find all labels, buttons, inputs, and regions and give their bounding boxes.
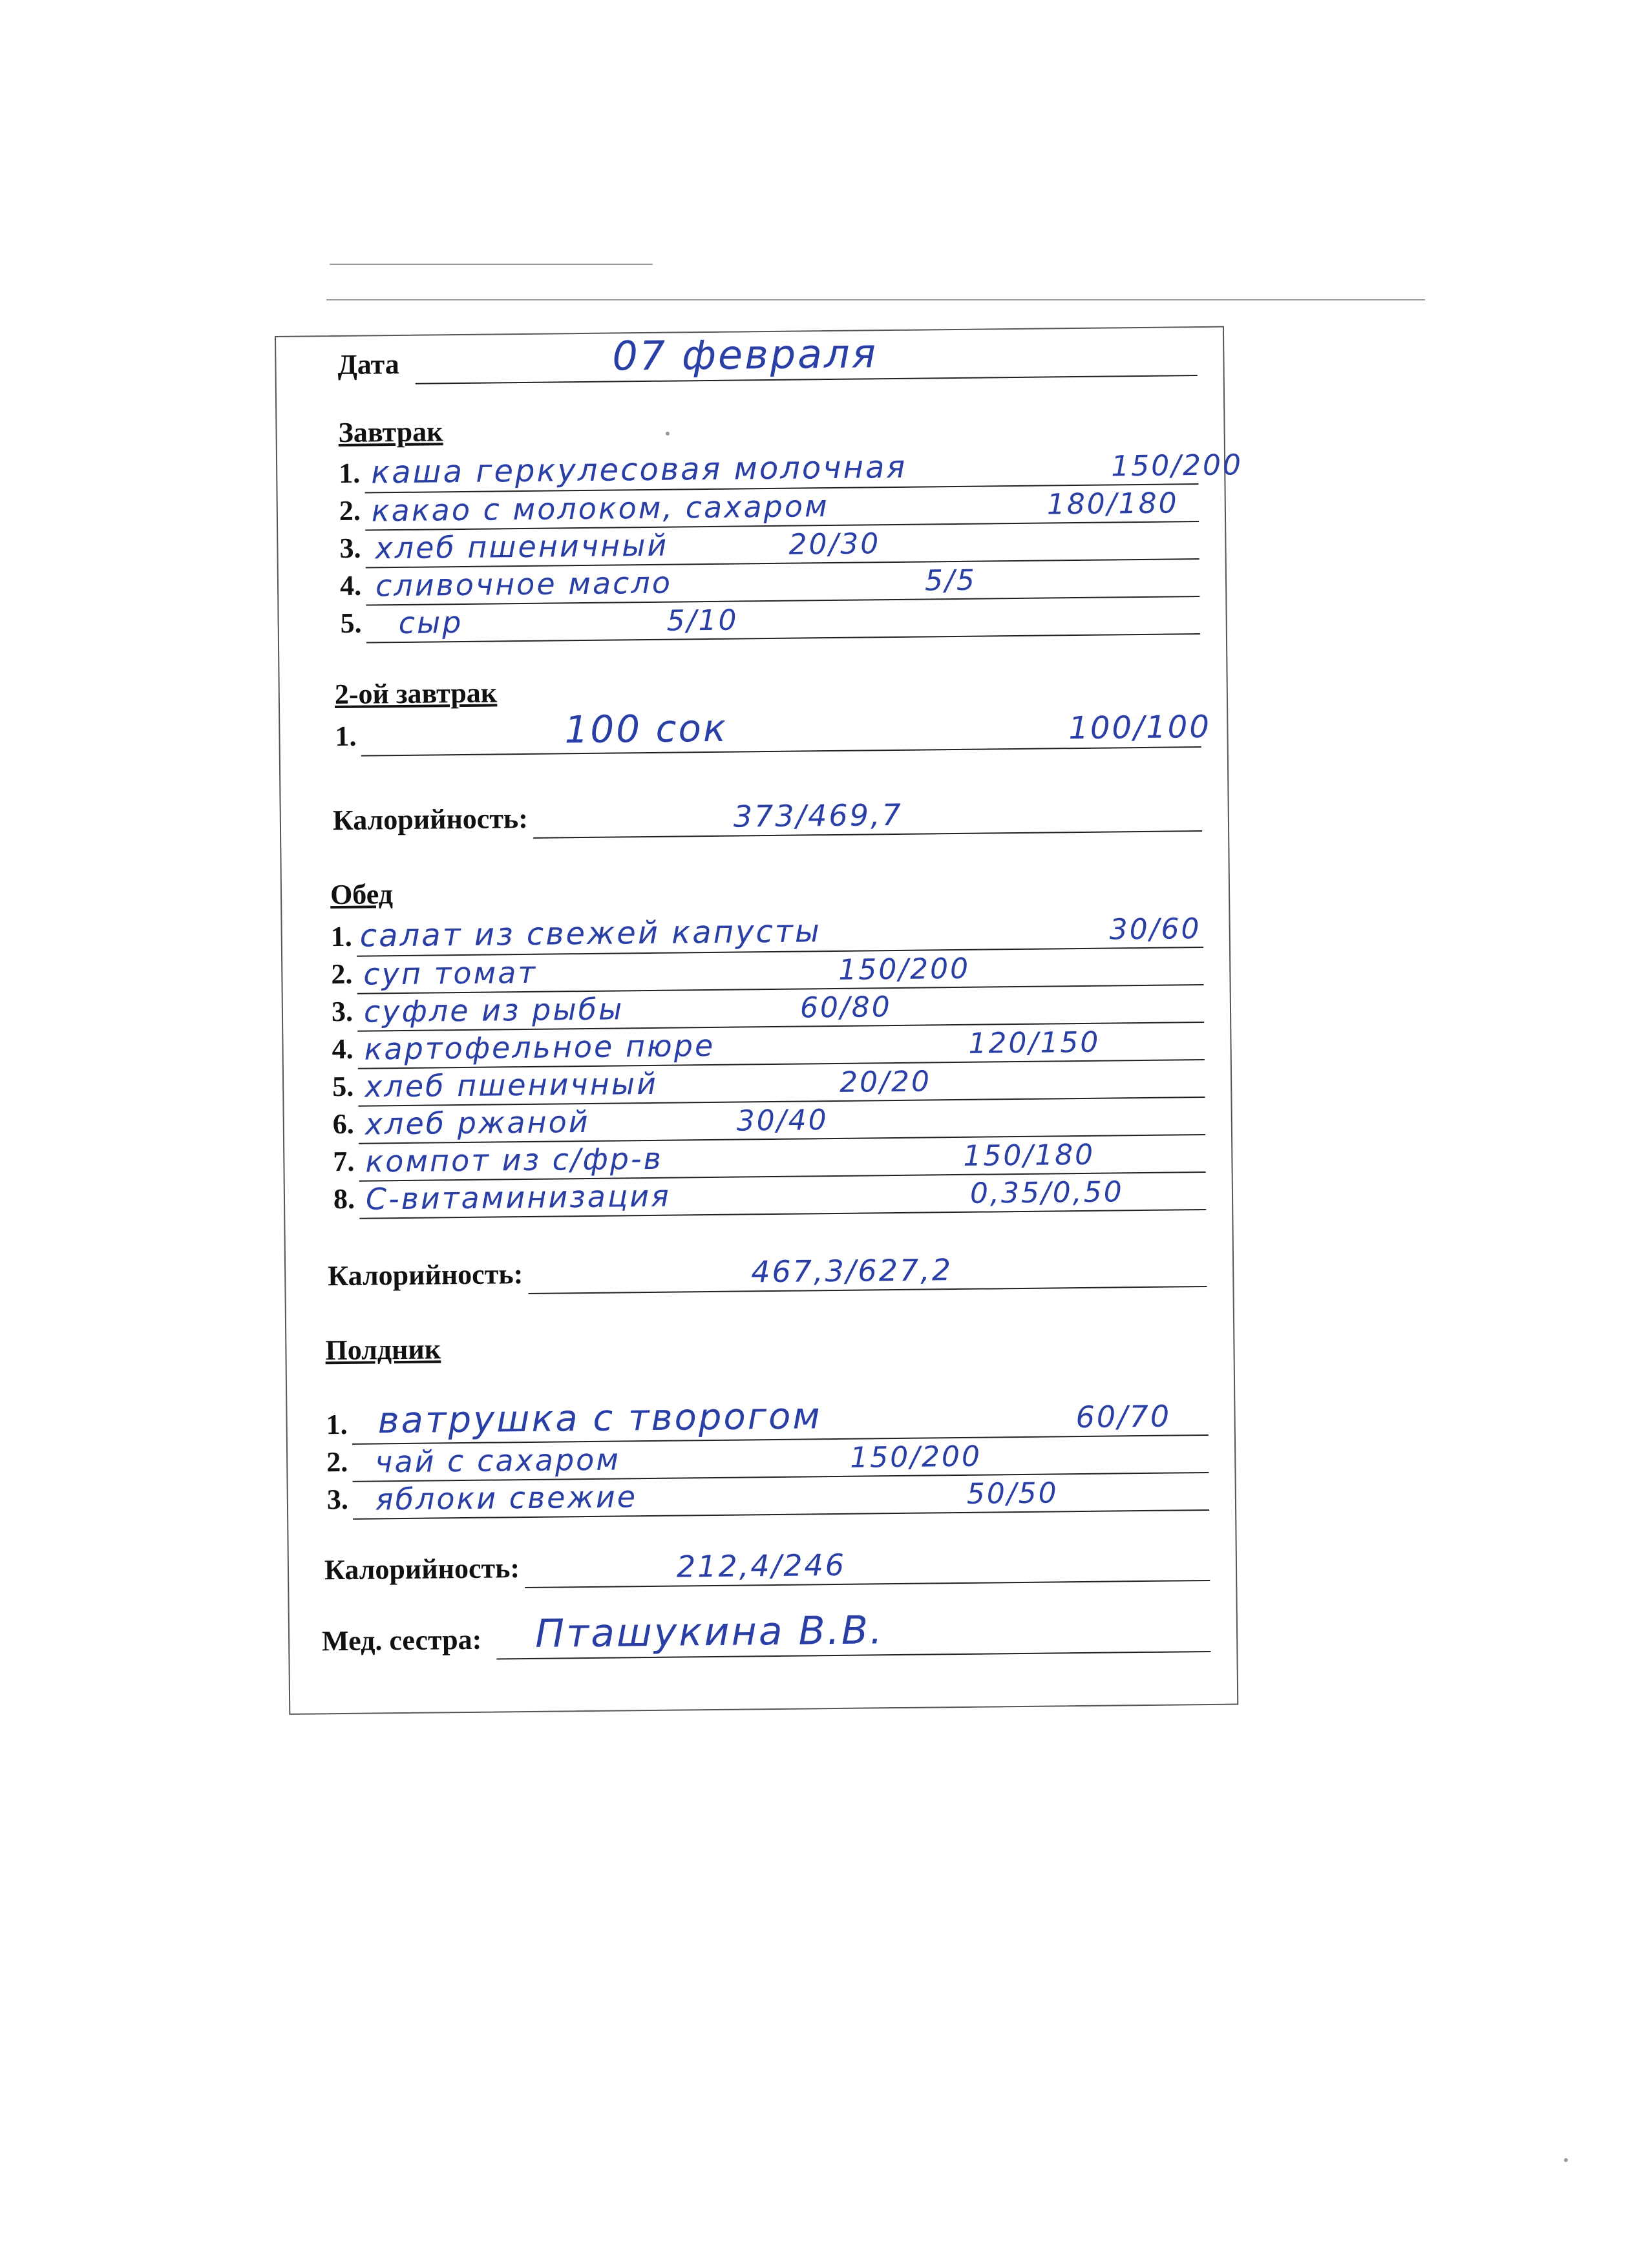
item-number: 1. xyxy=(335,720,357,753)
item-text: хлеб пшеничный xyxy=(375,527,669,566)
second-breakfast-heading: 2-ой завтрак xyxy=(334,677,498,711)
item-portion: 180/180 xyxy=(1046,487,1179,521)
item-text: какао с молоком, сахаром xyxy=(371,488,829,529)
item-portion: 30/60 xyxy=(1109,912,1201,947)
lunch-heading-row xyxy=(282,867,1229,916)
item-number: 2. xyxy=(331,958,353,991)
nurse-signature: Пташукина В.В. xyxy=(534,1608,885,1657)
item-number: 5. xyxy=(340,607,362,639)
item-portion: 120/150 xyxy=(968,1025,1101,1060)
item-text: картофельное пюре xyxy=(364,1027,715,1067)
breakfast-heading-row xyxy=(277,405,1224,454)
item-portion: 150/200 xyxy=(1110,448,1243,483)
item-portion: 150/200 xyxy=(838,952,971,987)
calories-row xyxy=(289,1542,1236,1591)
calories-value: 373/469,7 xyxy=(733,797,903,834)
item-portion: 150/180 xyxy=(963,1138,1095,1173)
calories-row xyxy=(281,793,1229,841)
item-text: компот из с/фр-в xyxy=(365,1140,663,1179)
item-portion: 5/10 xyxy=(666,604,739,638)
item-text: хлеб ржаной xyxy=(364,1104,590,1142)
item-line xyxy=(366,633,1200,644)
item-number: 1. xyxy=(326,1408,348,1441)
item-number: 3. xyxy=(339,532,361,564)
nurse-row xyxy=(290,1608,1237,1662)
item-text: яблоки свежие xyxy=(375,1479,638,1517)
item-text: сыр xyxy=(398,604,463,641)
item-number: 1. xyxy=(330,920,352,953)
item-portion: 30/40 xyxy=(736,1104,829,1138)
item-text: 100 сок xyxy=(564,706,728,752)
item-portion: 60/70 xyxy=(1075,1398,1172,1435)
item-number: 6. xyxy=(332,1108,355,1140)
calories-label: Калорийность: xyxy=(332,802,529,837)
snack-heading: Полдник xyxy=(325,1333,441,1367)
item-text: хлеб пшеничный xyxy=(364,1066,659,1104)
item-text: чай с сахаром xyxy=(374,1442,621,1480)
item-number: 3. xyxy=(326,1483,349,1516)
item-number: 8. xyxy=(333,1182,355,1215)
item-portion: 5/5 xyxy=(924,563,977,598)
item-text: салат из свежей капусты xyxy=(359,913,821,954)
item-number: 4. xyxy=(339,569,362,602)
calories-label: Калорийность: xyxy=(324,1552,520,1586)
scan-speck xyxy=(666,432,670,436)
item-text: суп томат xyxy=(363,954,538,992)
calories-value: 467,3/627,2 xyxy=(750,1252,953,1290)
calories-row xyxy=(286,1248,1233,1297)
menu-form-card xyxy=(275,326,1243,1715)
item-text: каша геркулесовая молочная xyxy=(370,448,907,491)
item-text: сливочное масло xyxy=(375,565,673,604)
item-number: 3. xyxy=(331,995,354,1028)
item-number: 1. xyxy=(338,457,361,489)
calories-label: Калорийность: xyxy=(327,1258,523,1292)
second-breakfast-heading-row xyxy=(280,667,1227,715)
item-portion: 0,35/0,50 xyxy=(969,1175,1124,1210)
item-portion: 60/80 xyxy=(799,991,893,1025)
item-portion: 100/100 xyxy=(1068,708,1212,747)
item-portion: 50/50 xyxy=(966,1476,1059,1511)
item-text: ватрушка с творогом xyxy=(377,1395,822,1442)
scan-edge-line xyxy=(330,264,653,265)
scan-edge-line xyxy=(326,299,1425,300)
breakfast-heading: Завтрак xyxy=(338,415,443,448)
date-row xyxy=(276,330,1223,386)
item-number: 2. xyxy=(326,1445,348,1478)
item-number: 4. xyxy=(332,1033,354,1066)
item-portion: 20/30 xyxy=(788,527,881,562)
item-number: 7. xyxy=(333,1145,355,1178)
snack-heading-row xyxy=(286,1323,1234,1371)
item-portion: 150/200 xyxy=(849,1440,982,1475)
lunch-heading: Обед xyxy=(330,878,394,911)
item-portion: 20/20 xyxy=(839,1065,932,1099)
calories-line xyxy=(525,1580,1210,1588)
item-text: С-витаминизация xyxy=(365,1178,671,1217)
item-line xyxy=(361,746,1201,757)
item-number: 2. xyxy=(339,494,361,527)
nurse-label: Мед. сестра: xyxy=(321,1623,482,1657)
item-number: 5. xyxy=(332,1070,354,1103)
date-value: 07 февраля xyxy=(611,330,878,380)
second-breakfast-item xyxy=(280,706,1227,757)
calories-value: 212,4/246 xyxy=(676,1547,847,1584)
date-label: Дата xyxy=(337,348,400,381)
item-text: суфле из рыбы xyxy=(363,991,624,1029)
scan-speck xyxy=(1564,2158,1568,2162)
